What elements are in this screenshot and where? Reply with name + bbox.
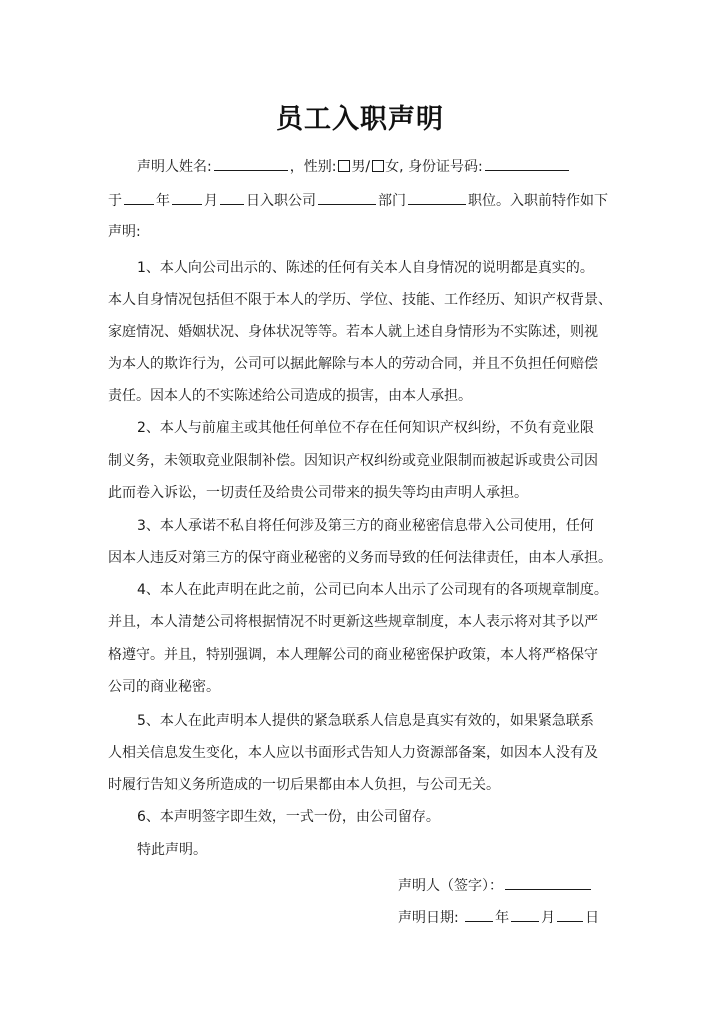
month-label: 月 [204, 193, 218, 209]
sign-month-label: 月 [541, 910, 556, 926]
day-company-label: 日入职公司 [246, 193, 316, 209]
para-line: 责任。因本人的不实陈述给公司造成的损害，由本人承担。 [108, 388, 472, 404]
day-blank[interactable] [220, 189, 244, 205]
id-label: 身份证号码: [408, 159, 483, 175]
para-line: 公司的商业秘密。 [108, 679, 220, 695]
para-line: 6、本声明签字即生效，一式一份，由公司留存。 [137, 809, 440, 825]
para-line: 格遵守。并且，特别强调，本人理解公司的商业秘密保护政策，本人将严格保守 [108, 647, 598, 663]
id-blank[interactable] [485, 155, 569, 171]
page-title: 员工入职声明 [276, 104, 444, 135]
sign-year-label: 年 [495, 910, 510, 926]
name-label: 声明人姓名: [137, 159, 212, 175]
para-line: 1、本人向公司出示的、陈述的任何有关本人自身情况的说明都是真实的。 [137, 260, 594, 276]
para-line: 此而卷入诉讼，一切责任及给贵公司带来的损失等均由声明人承担。 [108, 485, 528, 501]
month-blank[interactable] [172, 189, 202, 205]
para-line: 家庭情况、婚姻状况、身体状况等等。若本人就上述自身情形为不实陈述，则视 [108, 324, 598, 340]
para-line: 3、本人承诺不私自将任何涉及第三方的商业秘密信息带入公司使用，任何 [137, 518, 594, 534]
para-line: 人相关信息发生变化，本人应以书面形式告知人力资源部备案，如因本人没有及 [108, 745, 598, 761]
sign-blank[interactable] [505, 874, 591, 890]
para-line: 并且，本人清楚公司将根据情况不时更新这些规章制度，本人表示将对其予以严 [108, 614, 598, 630]
para-line: 4、本人在此声明在此之前，公司已向本人出示了公司现有的各项规章制度。 [137, 582, 608, 598]
dept-label: 部门 [378, 193, 406, 209]
para-line: 时履行告知义务所造成的一切后果都由本人负担，与公司无关。 [108, 777, 500, 793]
position-label: 职位。入职前特作如下 [468, 193, 608, 209]
para-line: 特此声明。 [137, 842, 207, 858]
dept-blank[interactable] [408, 189, 466, 205]
sign-label: 声明人（签字）： [398, 878, 503, 894]
sign-year-blank[interactable] [465, 906, 493, 922]
para-line: 因本人违反对第三方的保守商业秘密的义务而导致的任何法律责任，由本人承担。 [108, 550, 612, 566]
intro-line-2 [108, 189, 618, 211]
intro-line-3: 声明: [108, 224, 141, 240]
year-label: 年 [156, 193, 170, 209]
para-line: 2、本人与前雇主或其他任何单位不存在任何知识产权纠纷，不负有竞业限 [137, 420, 594, 436]
male-checkbox[interactable] [338, 160, 350, 172]
sign-day-label: 日 [585, 910, 600, 926]
sign-month-blank[interactable] [511, 906, 539, 922]
yu-label: 于 [108, 193, 122, 209]
sign-day-blank[interactable] [557, 906, 583, 922]
para-line: 为本人的欺诈行为，公司可以据此解除与本人的劳动合同，并且不负担任何赔偿 [108, 356, 598, 372]
name-blank[interactable] [214, 155, 288, 171]
date-line [398, 906, 599, 928]
para-line: 本人自身情况包括但不限于本人的学历、学位、技能、工作经历、知识产权背景、 [108, 292, 612, 308]
intro-line-1 [137, 155, 617, 177]
male-label: 男/ [351, 159, 371, 175]
signature-line [398, 874, 593, 896]
gender-label: ，性别: [289, 159, 337, 175]
company-blank[interactable] [318, 189, 376, 205]
date-label: 声明日期: [398, 910, 459, 926]
para-line: 5、本人在此声明本人提供的紧急联系人信息是真实有效的，如果紧急联系 [137, 713, 594, 729]
female-checkbox[interactable] [372, 160, 384, 172]
female-label: 女, [385, 159, 404, 175]
para-line: 制义务，未领取竞业限制补偿。因知识产权纠纷或竞业限制而被起诉或贵公司因 [108, 453, 598, 469]
year-blank[interactable] [124, 189, 154, 205]
